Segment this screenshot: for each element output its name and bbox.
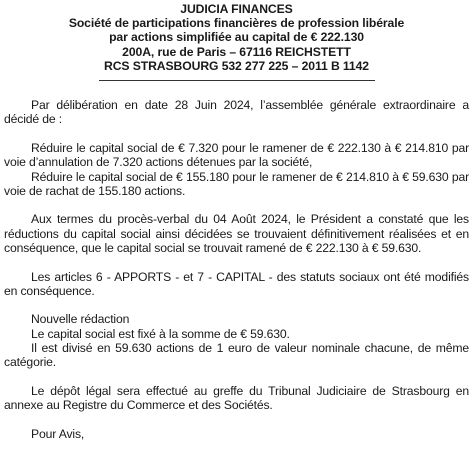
articles-paragraph: Les articles 6 - APPORTS - et 7 - CAPITAL - des statuts sociaux ont été modifiés en conséquence. bbox=[4, 269, 469, 298]
notice-body bbox=[4, 81, 469, 441]
capital-fixe-paragraph: Le capital social est fixé à la somme de € 59.630. bbox=[31, 326, 290, 341]
pour-avis: Pour Avis, bbox=[31, 426, 85, 441]
reduction-paragraph-1: Réduire le capital social de € 7.320 pour le ramener de € 222.130 à € 214.810 par voie d’annulation de 7.320 actions détenues par la société, bbox=[4, 140, 469, 170]
company-form: Société de participations financières de profession libérale bbox=[68, 16, 405, 31]
notice-header bbox=[4, 2, 469, 73]
proces-verbal-paragraph: Aux termes du procès-verbal du 04 Août 2024, le Président a constaté que les réductions du capital social ainsi décidées se trouvaient définitivement réalisées et en conséquence, que le capital social se trouvait ramené de € 222.130 à € 59.630. bbox=[4, 212, 469, 255]
company-rcs: RCS STRASBOURG 532 277 225 – 2011 B 1142 bbox=[104, 58, 369, 73]
deliberation-paragraph: Par délibération en date 28 Juin 2024, l’assemblée générale extraordinaire a décidé de : bbox=[4, 98, 469, 127]
depot-paragraph: Le dépôt légal sera effectué au greffe du Tribunal Judiciaire de Strasbourg en annexe au Registre du Commerce et des Sociétés. bbox=[4, 383, 469, 413]
divise-paragraph: Il est divisé en 59.630 actions de 1 euro de valeur nominale chacune, de même catégorie. bbox=[4, 341, 469, 370]
company-name: JUDICIA FINANCES bbox=[180, 2, 293, 16]
company-address: 200A, rue de Paris – 67116 REICHSTETT bbox=[122, 44, 351, 59]
company-capital: par actions simplifiée au capital de € 222.130 bbox=[109, 30, 364, 45]
nouvelle-redaction-label: Nouvelle rédaction bbox=[31, 312, 130, 327]
reduction-paragraph-2: Réduire le capital social de € 155.180 pour le ramener de € 214.810 à € 59.630 par voie de rachat de 155.180 actions. bbox=[4, 169, 469, 198]
